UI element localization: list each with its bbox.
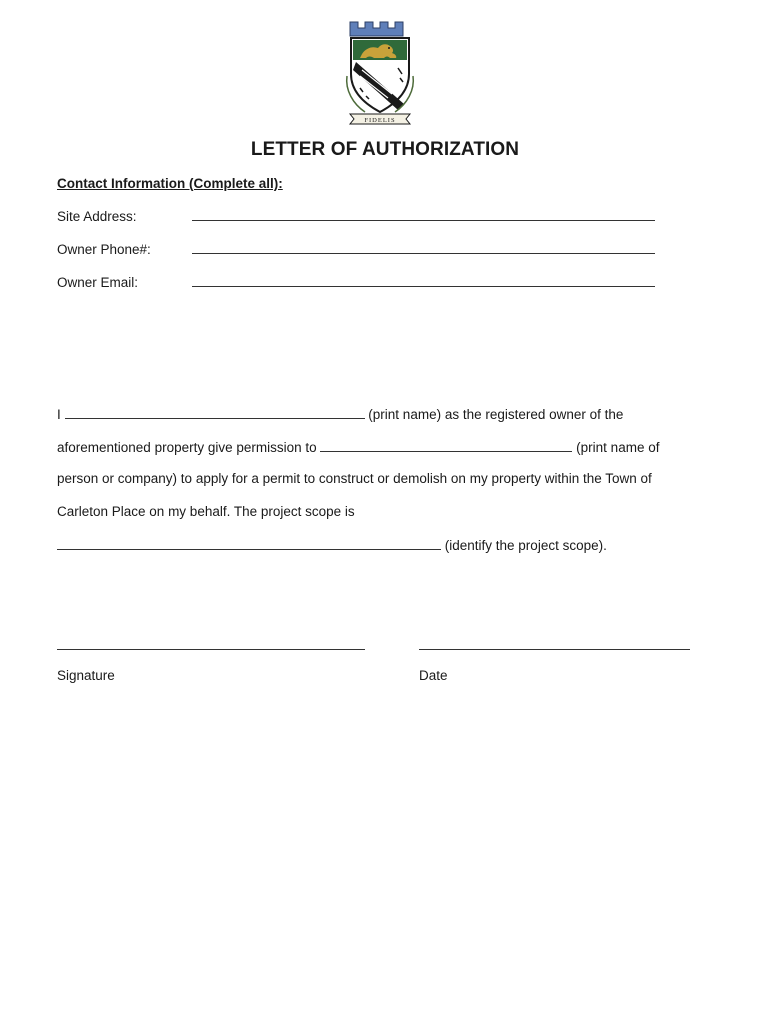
authorization-line-3: person or company) to apply for a permit to construct or demolish on my property within the Town of [57, 471, 652, 486]
page-title: LETTER OF AUTHORIZATION [250, 139, 520, 160]
authorization-pronoun: I [57, 407, 61, 422]
owner-print-name-field[interactable] [65, 406, 365, 419]
owner-phone-label: Owner Phone#: [57, 242, 151, 257]
town-crest-logo [342, 16, 418, 130]
owner-phone-field[interactable] [192, 241, 655, 254]
owner-email-field[interactable] [192, 274, 655, 287]
signature-label: Signature [57, 668, 115, 683]
authorization-line-2 [57, 439, 659, 455]
permitted-party-name-field[interactable] [320, 439, 572, 452]
site-address-field[interactable] [192, 208, 655, 221]
authorization-line-5 [57, 537, 607, 553]
authorization-line-5-end: (identify the project scope). [444, 538, 607, 553]
authorization-line-2-start: aforementioned property give permission to [57, 440, 317, 455]
signature-field[interactable] [57, 637, 365, 650]
authorization-line-1-end: (print name) as the registered owner of the [368, 407, 624, 422]
project-scope-field[interactable] [57, 537, 441, 550]
crest-motto: FIDELIS [364, 117, 396, 124]
authorization-line-1 [57, 406, 623, 422]
authorization-line-4: Carleton Place on my behalf. The project scope is [57, 504, 355, 519]
date-label: Date [419, 668, 448, 683]
owner-email-label: Owner Email: [57, 275, 139, 290]
authorization-line-2-end: (print name of [576, 440, 660, 455]
contact-section-heading: Contact Information (Complete all): [57, 176, 283, 191]
site-address-label: Site Address: [57, 209, 137, 224]
date-field[interactable] [419, 637, 690, 650]
